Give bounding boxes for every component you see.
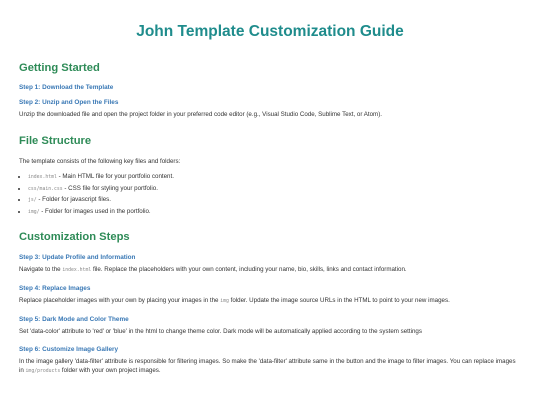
file-description: - Main HTML file for your portfolio content. [56, 173, 174, 180]
step-3-heading: Step 3: Update Profile and Information [19, 254, 136, 261]
file-name: css/main.css [28, 186, 63, 192]
step-6-text-pre: In the image gallery 'data-filter' attribute is responsible for filtering images. So make the 'data-filter' attribute same in the button and the image to filter images. You can replace images in [19, 358, 516, 374]
step-3-text-post: file. Replace the placeholders with your own content, including your name, bio, skills, links and contact information. [91, 266, 407, 273]
page-title: John Template Customization Guide [136, 23, 404, 40]
file-name: index.html [28, 175, 57, 180]
file-description: - CSS file for styling your portfolio. [62, 184, 158, 192]
inline-code: img/products [25, 369, 61, 374]
file-name: img/ [28, 209, 40, 215]
file-list-item [28, 184, 521, 196]
file-list [19, 172, 521, 218]
step-2-text: Unzip the downloaded file and open the project folder in your preferred code editor (e.g., Visual Studio Code, Sublime Text, or Atom). [19, 111, 382, 118]
step-3-text-pre: Navigate to the [19, 266, 63, 273]
step-4-text [19, 296, 521, 306]
step-4-heading: Step 4: Replace Images [19, 285, 91, 292]
step-6-text-post: folder with your own project images. [60, 367, 161, 374]
file-list-item [28, 195, 521, 207]
inline-code: img [220, 299, 229, 304]
step-6-heading: Step 6: Customize Image Gallery [19, 346, 119, 353]
file-description: - Folder for images used in the portfolio. [39, 207, 151, 215]
step-3-text [19, 265, 521, 275]
inline-code: index.html [62, 268, 92, 273]
file-description: - Folder for javascript files. [36, 196, 111, 203]
file-list-item [28, 172, 521, 184]
getting-started-heading: Getting Started [19, 62, 100, 74]
customization-heading: Customization Steps [19, 231, 130, 243]
step-6-text [19, 357, 521, 376]
file-structure-heading: File Structure [19, 135, 92, 147]
file-list-item [28, 207, 521, 219]
file-name: js/ [28, 198, 37, 203]
step-4-text-post: folder. Update the image source URLs in the HTML to point to your new images. [228, 297, 450, 304]
file-structure-intro: The template consists of the following key files and folders: [19, 158, 181, 165]
step-5-text: Set 'data-color' attribute to 'red' or 'blue' in the html to change theme color. Dark mode will be automatically applied according to the system settings [19, 328, 422, 335]
step-2-heading: Step 2: Unzip and Open the Files [19, 99, 119, 106]
step-4-text-pre: Replace placeholder images with your own by placing your images in the [19, 297, 221, 304]
step-1-heading: Step 1: Download the Template [19, 84, 114, 91]
step-5-heading: Step 5: Dark Mode and Color Theme [19, 316, 129, 323]
